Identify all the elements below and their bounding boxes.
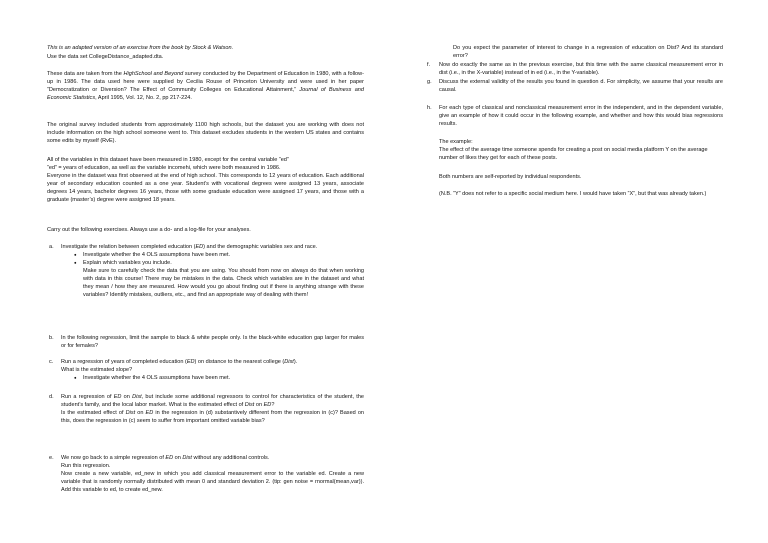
intro-line-2: Use the data set CollegeDistance_adapted.dta.	[47, 54, 164, 60]
variables-line-2: “ed” = years of education, as well as the variable incomehi, which were both measured in 1986.	[47, 165, 281, 172]
variables-paragraph	[47, 156, 364, 204]
exercise-f-text: Now do exactly the same as in the previous exercise, but this time with the same classical measurement error in dist (i.e., in the X-variable) instead of in ed (i.e., in the Y-variable).	[439, 62, 723, 77]
source-paragraph: These data are taken from the HighSchool and Beyond survey conducted by the Department of Education in 1980, with a follow-up in 1986. The data used here were supplied by Cecilia Rouse of Princeton University and were used in her paper “Democratization or Diversion? The Effect of Community Colleges on Educational Attainment,” Journal of Business and Economic Statistics, April 1995, Vol. 12, No. 2, pp 217-224.	[47, 71, 364, 102]
exercise-b	[49, 334, 364, 350]
exercise-c-bullets	[61, 374, 364, 382]
exercise-f-label: f.	[427, 62, 431, 68]
exercise-e-label: e.	[49, 455, 54, 461]
exercise-a-text: Investigate the relation between completed education (ED) and the demographic variables sex and race.	[61, 244, 318, 250]
exercise-e-text: We now go back to a simple regression of ED on Dist without any additional controls.	[61, 455, 270, 461]
instructions: Carry out the following exercises. Always use a do- and a log-file for your analyses.	[47, 227, 251, 233]
exercise-c-label: c.	[49, 359, 54, 365]
exercise-e-run: Run this regression.	[61, 463, 111, 470]
exercise-e-continued: Do you expect the parameter of interest to change in a regression of education on Dist? And its standard error?	[453, 45, 723, 60]
intro-line-1: This is an adapted version of an exercise from the book by Stock & Watson.	[47, 45, 234, 51]
self-reported-note: Both numbers are self-reported by individual respondents.	[439, 174, 582, 180]
exercise-a-bullet-2: ● Explain which variables you include. Make sure to carefully check the data that you are using. You should from now on always do that when working with data in this course! There may be mistakes in the data. Check which variables are in the dataset and what they mean / how they are measured. How would you go about finding out if there is anything strange with these variables? Identify mistakes, outliers, etc., and find an appropriate way of dealing with them!	[74, 259, 364, 299]
exercise-a-label: a.	[49, 244, 54, 250]
variables-line-3: Everyone in the dataset was first observed at the end of high school. This corresponds to 12 years of education. Each additional year of secondary education counted as a one year. Student’s with vocational degrees were assigned 13 years, associate degrees 14 years, bachelor degrees 16 years, those with some graduate education were assigned 17 years, and those with a graduate (master’s) degree were assigned 18 years.	[47, 173, 364, 204]
exercise-a	[49, 243, 364, 299]
exercise-h	[427, 104, 723, 128]
exercise-h-text: For each type of classical and nonclassical measurement error in the independent, and in the dependent variable, give an example of how it could occur in the following example, and whether and how this would bias regressions results.	[439, 105, 723, 128]
exercise-c-text: Run a regression of years of completed education (ED) on distance to the nearest college (Dist).	[61, 359, 298, 365]
exercise-f	[427, 61, 723, 77]
example-text: The effect of the average time someone spends for creating a post on social media platform Y on the average number of likes they get for each of these posts.	[439, 147, 708, 162]
exercise-g-text: Discuss the external validity of the results you found in question d. For simplicity, we assume that your results are causal.	[439, 79, 723, 94]
exercise-e-instructions: Now create a new variable, ed_new in which you add classical measurement error to the variable ed. Create a new variable that is randomly normally distributed with mean 0 and standard deviation 2. (tip: gen noise = rnormal(mean,var)). Add this variable to ed, to create ed_new.	[61, 471, 364, 494]
exercise-a-bullets	[61, 251, 364, 299]
exercise-b-text: In the following regression, limit the sample to black & white people only. Is the black-white education gap larger for males or for females?	[61, 335, 364, 350]
exercise-g-label: g.	[427, 79, 432, 85]
exercise-a-bullet-1: ● Investigate whether the 4 OLS assumptions have been met.	[74, 251, 364, 259]
example-block	[439, 138, 723, 162]
exercise-d-label: d.	[49, 394, 54, 400]
exercise-g	[427, 78, 723, 94]
survey-paragraph: The original survey included students from approximately 1100 high schools, but the dataset you are working with does not include information on the high school someone went to. This dataset excludes students in the western US states and contains some edits by myself (RvE).	[47, 122, 364, 145]
exercise-d-text: Run a regression of ED on Dist, but include some additional regressors to control for characteristics of the student, the student’s family, and the local labor market. What is the estimated effect of Dist on ED?	[61, 394, 364, 409]
nb-note: (N.B. “Y” does not refer to a specific social medium here. I would have taken “X”, but that was already taken.)	[439, 191, 707, 197]
variables-line-1: All of the variables in this dataset have been measured in 1980, except for the central variable “ed”	[47, 157, 289, 163]
exercise-d-followup: Is the estimated effect of Dist on ED in the regression in (d) substantively different from the regression in (c)? Based on this, does the regression in (c) seem to suffer from important omitted variable bias?	[61, 410, 365, 425]
example-heading: The example:	[439, 139, 473, 145]
exercise-c	[49, 358, 364, 382]
exercise-h-label: h.	[427, 105, 432, 111]
exercise-e	[49, 454, 364, 494]
exercise-b-label: b.	[49, 335, 54, 341]
exercise-d	[49, 393, 364, 425]
exercise-c-question: What is the estimated slope?	[61, 367, 133, 374]
exercise-c-bullet-1: ● Investigate whether the 4 OLS assumptions have been met.	[74, 374, 364, 382]
